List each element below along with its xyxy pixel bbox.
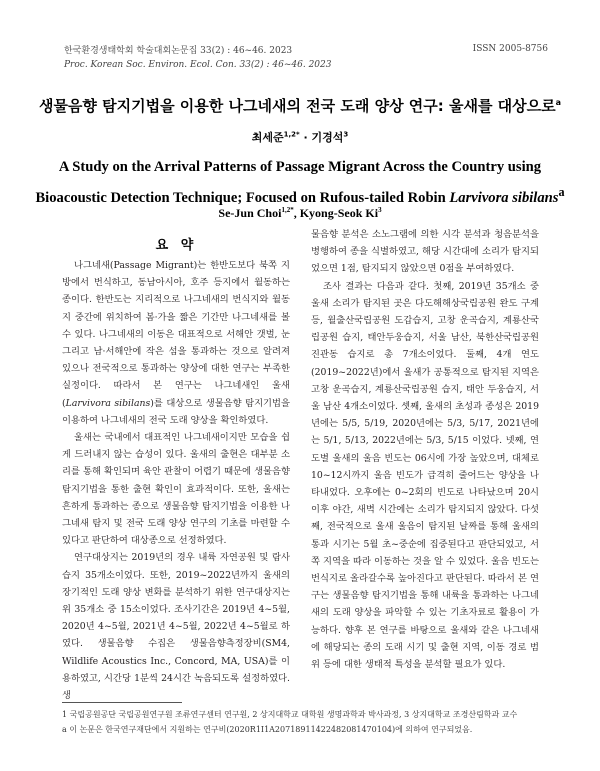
abstract-paragraph-1 <box>62 257 290 429</box>
footnote-affiliations: 1 국립공원공단 국립공원연구원 조류연구센터 연구원, 2 상지대학교 대학원 생명과학과 박사과정, 3 상지대학교 조경산림학과 교수 <box>62 710 518 719</box>
abstract-heading: 요 약 <box>155 238 198 253</box>
title-english-text: A Study on the Arrival Patterns of Passage Migrant Across the Country using Bioacoustic Detection Technique; Focused on Rufous-tailed Robin <box>35 159 542 206</box>
author-1-english-mark: 1,2* <box>281 206 294 214</box>
author-2-english-mark: 3 <box>378 206 382 214</box>
abstract-species-name: Larvivora sibilans <box>65 397 151 409</box>
footnote-funding: a 이 논문은 한국연구재단에서 지원하는 연구비(2020R1I1A2071891142248208147010​4)에 의하여 연구되었음. <box>62 725 473 734</box>
journal-citation-korean: 한국환경생태학회 학술대회논문집 33(2) : 46~46. 2023 <box>64 46 293 56</box>
abstract-p1-part-a: 나그네새(Passage Migrant)는 한반도보다 북쪽 지방에서 번식하고, 동남아시아, 호주 등지에서 월동하는 종이다. 한반도는 지리적으로 나그네새의 번식지와 월동지 중간에 위치하여 봄·가을 짧은 기간만 나그네새를 볼 수 있다. 나그네새의 이동은 대표적으로 서해안 갯벌, 눈 그리고 남·서해안에 작은 섬을 통과하는 것으로 알려져 있으나 전국적으로 통과하는 양상에 대한 연구는 부족한 실정이다. 따라서 본 연구는 나그네새인 울새( <box>62 260 290 409</box>
abstract-paragraph-3-continued: 물음향 분석은 소노그램에 의한 시각 분석과 청음분석을 병행하여 종을 식별하였고, 해당 시간대에 소리가 탐지되었으면 1점, 탐지되지 않았으면 0점을 부여하였다. <box>311 229 539 275</box>
abstract-left-column <box>62 257 290 704</box>
abstract-p1-part-b: )를 대상으로 생물음향 탐지기법을 이용하여 나그네새의 전국 도래 양상을 확인하였다. <box>62 397 290 426</box>
authors-english <box>0 206 600 221</box>
title-korean-text: 생물음향 탐지기법을 이용한 나그네새의 전국 도래 양상 연구: 울새를 대상으로 <box>38 97 556 115</box>
title-english <box>30 155 570 211</box>
author-2-korean: 기경석 <box>311 131 344 144</box>
title-korean-footnote-mark: a <box>555 98 562 107</box>
abstract-paragraph-3: 연구대상지는 2019년의 경우 내륙 자연공원 및 람사습지 35개소이었다. 또한, 2019~2022년까지 울새의 장기적인 도래 양상 변화를 분석하기 위한 연구대상지는 위 35개소 중 15소이었다. 조사기간은 2019년 4~5월, 2020년 4~5월, 2021년 4~5월, 2022년 4~5월로 하였다. 생물음향 수집은 생물음향측정장비(SM4, Wildlife Acoustics Inc., Concord, MA, USA)를 이용하였고, 시간당 1분씩 24시간 녹음되도록 설정하였다. 생 <box>62 552 290 702</box>
issn: ISSN 2005-8756 <box>472 44 548 54</box>
abstract-right-column <box>311 226 539 673</box>
author-2-english: Kyong-Seok Ki <box>299 206 379 220</box>
abstract-paragraph-4: 조사 결과는 다음과 같다. 첫째, 2019년 35개소 중 울새 소리가 탐지된 곳은 다도해해상국립공원 완도 구계등, 월출산국립공원 도갑습지, 고창 운곡습지, 계룡산국립공원 습지, 태안두웅습지, 서울 남산, 북한산국립공원 진관동 습지로 총 7개소이었다. 둘째, 4개 연도(2019~2022년)에서 울새가 공통적으로 탐지된 지역은 고창 운곡습지, 계룡산국립공원 습지, 태안 두웅습지, 서울 남산 4개소이었다. 셋째, 울새의 초성과 종성은 2019년에는 5/5, 5/19, 2020년에는 5/3, 5/17, 2021년에는 5/1, 5/13, 2022년에는 5/3, 5/15 이었다. 넷째, 연도별 울새의 울음 빈도는 06시에 가장 높았으며, 대체로 10~12시까지 울음 빈도가 급격히 줄어드는 양상을 나타내었다. 오후에는 0~2회의 빈도로 나타났으며 20시 이후 야간, 새벽 시간에는 소리가 탐지되지 않았다. 다섯째, 전국적으로 울새 울음이 탐지된 날짜를 통해 울새의 통과 시기는 5월 초~중순에 집중된다고 판단되었고, 서쪽 지역을 따라 이동하는 것을 알 수 있었다. 울음 빈도는 번식지로 올라갈수록 높아진다고 판단된다. 따라서 본 연구는 생물음향 탐지기법을 통해 내륙을 통과하는 나그네새의 도래 양상을 파악할 수 있는 기초자료로 활용이 가능하다. 향후 본 연구를 바탕으로 울새와 같은 나그네새에 해당되는 종의 도래 시기 및 출현 지역, 이동 경로 범위 등에 대한 생태적 특성을 분석할 필요가 있다. <box>311 280 539 671</box>
author-separator: · <box>299 131 312 144</box>
title-english-species: Larvivora sibilans <box>449 189 559 206</box>
title-english-footnote-mark: a <box>558 185 565 199</box>
footnotes <box>62 707 540 737</box>
author-1-korean: 최세준 <box>251 131 284 144</box>
author-2-affil-mark: 3 <box>343 130 349 139</box>
author-1-affil-mark: 1,2* <box>283 130 300 139</box>
authors-korean <box>0 129 600 145</box>
journal-citation-english: Proc. Korean Soc. Environ. Ecol. Con. 33(2) : 46~46. 2023 <box>64 60 332 70</box>
footnote-divider <box>62 702 182 703</box>
author-1-english: Se-Jun Choi <box>218 206 282 220</box>
abstract-paragraph-2: 울새는 국내에서 대표적인 나그네새이지만 모습을 쉽게 드러내지 않는 습성이 있다. 울새의 출현은 대부분 소리를 통해 확인되며 육안 관찰이 어렵기 때문에 생물음향 탐지기법을 통한 출현 확인이 효과적이다. 또한, 울새는 흔하게 통과하는 종으로 생물음향 탐지기법을 이용한 나그네새 탐지 및 전국 도래 양상 연구의 기초를 마련할 수 있다고 판단하여 대상종으로 선정하였다. <box>62 432 290 547</box>
title-korean <box>0 95 600 116</box>
author-english-separator: , <box>293 206 300 220</box>
journal-header <box>64 44 331 72</box>
